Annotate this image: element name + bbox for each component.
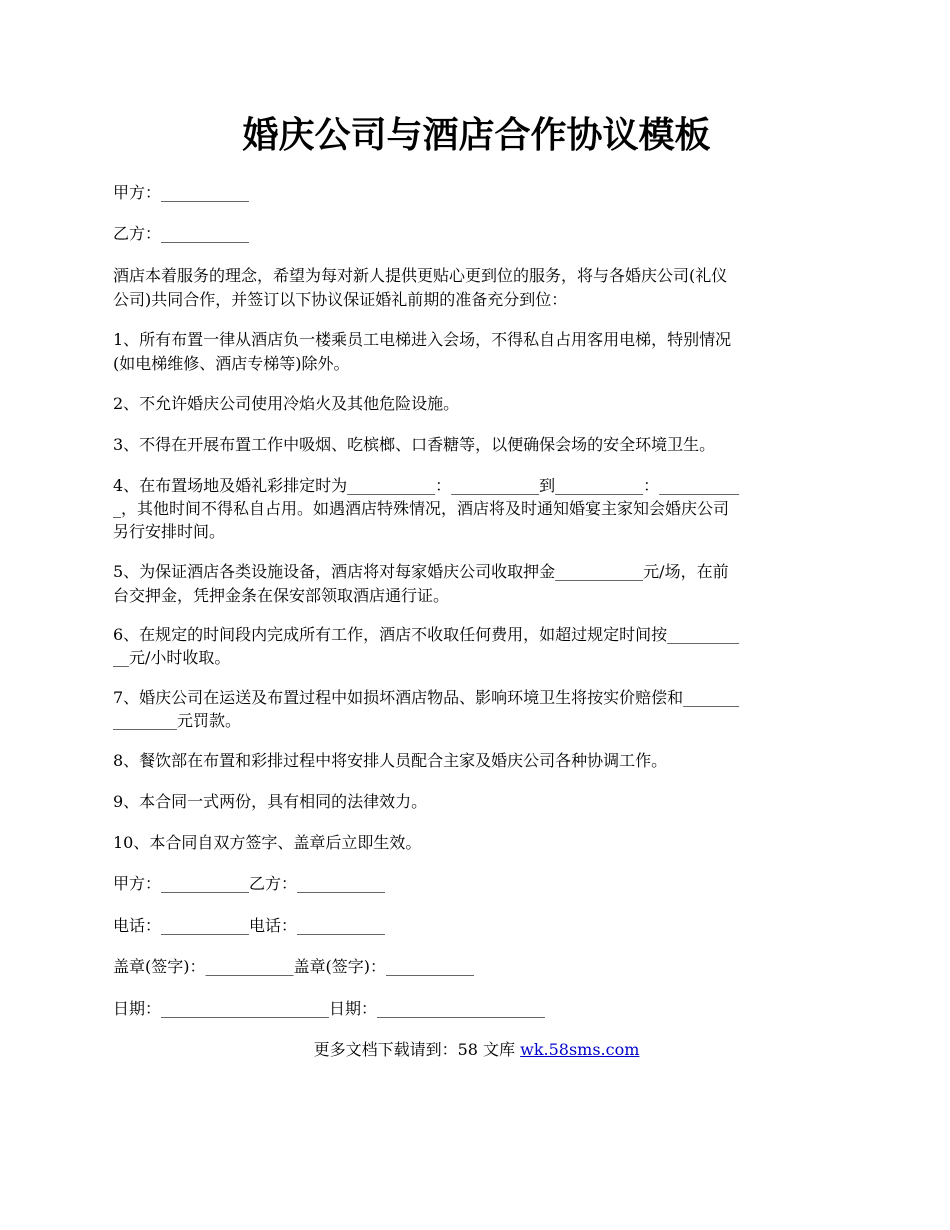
party-b-line: 乙方：___________ — [113, 224, 250, 243]
footer-text: 更多文档下载请到：58 文库 — [313, 1040, 521, 1059]
clause-6-line-2: __元/小时收取。 — [113, 648, 231, 667]
clause-4-line-1: 4、在布置场地及婚礼彩排定时为___________：___________到___________：__________ — [113, 476, 740, 495]
clause-1-line-1: 1、所有布置一律从酒店负一楼乘员工电梯进入会场，不得私自占用客用电梯，特别情况 — [113, 330, 732, 349]
party-a-line: 甲方：___________ — [113, 183, 250, 202]
clause-7-line-1: 7、婚庆公司在运送及布置过程中如损坏酒店物品、影响环境卫生将按实价赔偿和_______ — [113, 688, 740, 707]
footer — [113, 1038, 840, 1062]
clause-9-line-1: 9、本合同一式两份，具有相同的法律效力。 — [113, 792, 428, 811]
signature-phones-line: 电话：___________电话：___________ — [113, 916, 386, 935]
clause-8-line-1: 8、餐饮部在布置和彩排过程中将安排人员配合主家及婚庆公司各种协调工作。 — [113, 751, 668, 770]
document-title: 婚庆公司与酒店合作协议模板 — [242, 114, 711, 156]
signature-dates-line: 日期：_____________________日期：_____________________ — [113, 999, 546, 1018]
intro-line-2: 公司)共同合作，并签订以下协议保证婚礼前期的准备充分到位： — [113, 290, 568, 309]
signature-parties-line: 甲方：___________乙方：___________ — [113, 874, 386, 893]
clause-3-line-1: 3、不得在开展布置工作中吸烟、吃槟榔、口香糖等，以便确保会场的安全环境卫生。 — [113, 435, 716, 454]
clause-4-line-3: 另行安排时间。 — [113, 522, 226, 541]
clause-2-line-1: 2、不允许婚庆公司使用冷焰火及其他危险设施。 — [113, 394, 460, 413]
clause-7-line-2: ________元罚款。 — [113, 711, 242, 730]
footer-link[interactable]: wk.58sms.com — [520, 1040, 640, 1059]
clause-10-line-1: 10、本合同自双方签字、盖章后立即生效。 — [113, 833, 422, 852]
clause-4-line-2: _，其他时间不得私自占用。如遇酒店特殊情况，酒店将及时通知婚宴主家知会婚庆公司 — [113, 499, 730, 518]
clause-6-line-1: 6、在规定的时间段内完成所有工作，酒店不收取任何费用，如超过规定时间按_________ — [113, 625, 740, 644]
signature-seals-line: 盖章(签字)：___________盖章(签字)：___________ — [113, 957, 474, 976]
clause-1-line-2: (如电梯维修、酒店专梯等)除外。 — [113, 354, 350, 373]
intro-line-1: 酒店本着服务的理念，希望为每对新人提供更贴心更到位的服务，将与各婚庆公司(礼仪 — [113, 266, 728, 285]
clause-5-line-1: 5、为保证酒店各类设施设备，酒店将对每家婚庆公司收取押金___________元/场，在前 — [113, 562, 729, 581]
clause-5-line-2: 台交押金，凭押金条在保安部领取酒店通行证。 — [113, 586, 450, 605]
